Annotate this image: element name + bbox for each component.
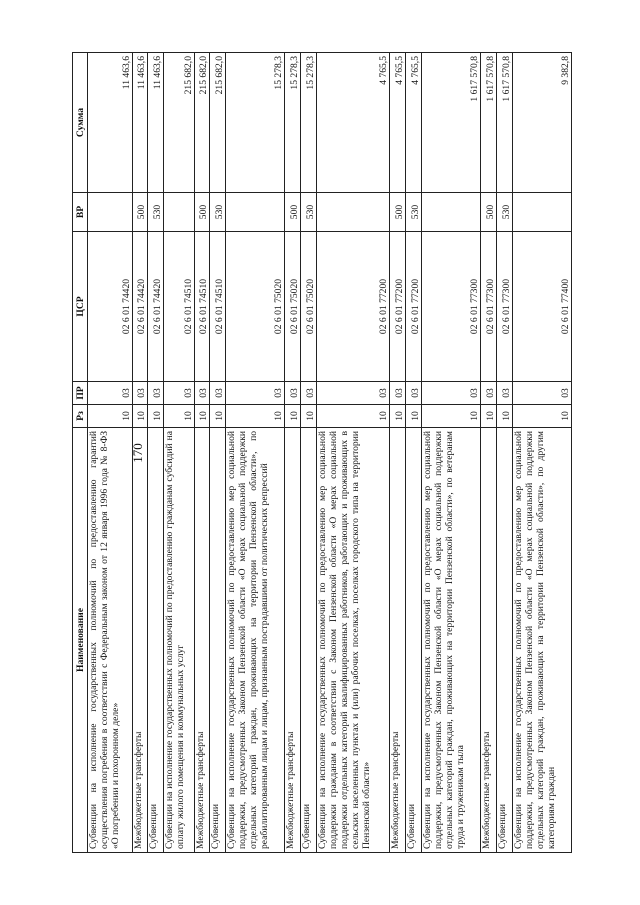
budget-table [72, 52, 572, 853]
row-vr: 530 [210, 193, 226, 232]
page-number: 170 [130, 443, 145, 463]
table-row [88, 53, 133, 853]
row-rz: 10 [132, 405, 148, 428]
row-pr: 03 [512, 382, 571, 405]
row-pr: 03 [132, 382, 148, 405]
table-row [406, 53, 422, 853]
row-csr: 02 6 01 77300 [496, 232, 512, 382]
row-csr: 02 6 01 77300 [481, 232, 497, 382]
row-pr: 03 [406, 382, 422, 405]
row-pr: 03 [194, 382, 210, 405]
row-sum: 215 682,0 [164, 53, 194, 193]
row-name: Субвенции на исполнение государственных полномочий по предоставлению мер социальной поддержки, предусмотренных Законом Пензенской области «О мерах социальной поддержки отдельных категорий граждан, проживающих на территории Пензенской области», по другим категориям граждан [512, 428, 571, 853]
row-sum: 4 765,5 [316, 53, 390, 193]
row-pr: 03 [285, 382, 301, 405]
row-name: Субвенции на исполнение государственных полномочий по предоставлению мер социальной поддержки, предусмотренных Законом Пензенской области «О мерах социальной поддержки отдельных категорий граждан, проживающих на территории Пензенской области», по ветеранам труда и труженикам тыла [422, 428, 481, 853]
row-name: Субвенции [496, 428, 512, 853]
row-name: Межбюджетные трансферты [132, 428, 148, 853]
row-pr: 03 [390, 382, 406, 405]
row-name: Межбюджетные трансферты [194, 428, 210, 853]
row-rz: 10 [88, 405, 133, 428]
row-sum: 15 278,3 [226, 53, 285, 193]
row-rz: 10 [285, 405, 301, 428]
row-vr: 530 [496, 193, 512, 232]
table-header-row [73, 53, 88, 853]
row-sum: 4 765,5 [406, 53, 422, 193]
row-rz: 10 [422, 405, 481, 428]
row-csr: 02 6 01 74510 [210, 232, 226, 382]
row-name: Субвенции на исполнение государственных полномочий по предоставлению гражданам субсидий на оплату жилого помещения и коммунальных услуг [164, 428, 194, 853]
row-csr: 02 6 01 74420 [132, 232, 148, 382]
row-name: Межбюджетные трансферты [390, 428, 406, 853]
row-sum: 4 765,5 [390, 53, 406, 193]
header-vr: ВР [73, 193, 88, 232]
row-rz: 10 [226, 405, 285, 428]
row-vr: 530 [301, 193, 317, 232]
row-vr: 530 [148, 193, 164, 232]
row-sum: 11 463,6 [88, 53, 133, 193]
row-vr [422, 193, 481, 232]
table-body [88, 53, 572, 853]
row-rz: 10 [164, 405, 194, 428]
table-row [301, 53, 317, 853]
row-rz: 10 [390, 405, 406, 428]
row-csr: 02 6 01 75020 [226, 232, 285, 382]
row-name: Межбюджетные трансферты [481, 428, 497, 853]
row-csr: 02 6 01 77400 [512, 232, 571, 382]
row-vr: 500 [132, 193, 148, 232]
row-rz: 10 [194, 405, 210, 428]
row-csr: 02 6 01 77200 [316, 232, 390, 382]
row-name: Субвенции [210, 428, 226, 853]
row-pr: 03 [422, 382, 481, 405]
row-sum: 1 617 570,8 [422, 53, 481, 193]
row-vr: 500 [481, 193, 497, 232]
row-sum: 11 463,6 [148, 53, 164, 193]
header-name: Наименование [73, 428, 88, 853]
table-row [210, 53, 226, 853]
row-csr: 02 6 01 74420 [148, 232, 164, 382]
row-rz: 10 [148, 405, 164, 428]
row-pr: 03 [164, 382, 194, 405]
table-row [422, 53, 481, 853]
row-sum: 15 278,3 [301, 53, 317, 193]
row-sum: 1 617 570,8 [496, 53, 512, 193]
table-row [496, 53, 512, 853]
row-sum: 11 463,6 [132, 53, 148, 193]
row-name: Субвенции [148, 428, 164, 853]
row-sum: 215 682,0 [194, 53, 210, 193]
row-vr [164, 193, 194, 232]
row-name: Субвенции [406, 428, 422, 853]
table-row [194, 53, 210, 853]
row-vr: 500 [285, 193, 301, 232]
table-row [390, 53, 406, 853]
row-csr: 02 6 01 74510 [194, 232, 210, 382]
header-pr: ПР [73, 382, 88, 405]
row-pr: 03 [148, 382, 164, 405]
row-pr: 03 [210, 382, 226, 405]
header-rz: Рз [73, 405, 88, 428]
row-pr: 03 [301, 382, 317, 405]
row-csr: 02 6 01 75020 [285, 232, 301, 382]
table-row [148, 53, 164, 853]
row-pr: 03 [481, 382, 497, 405]
row-csr: 02 6 01 77200 [390, 232, 406, 382]
row-csr: 02 6 01 75020 [301, 232, 317, 382]
row-rz: 10 [316, 405, 390, 428]
row-sum: 215 682,0 [210, 53, 226, 193]
row-pr: 03 [316, 382, 390, 405]
row-vr: 500 [194, 193, 210, 232]
row-name: Межбюджетные трансферты [285, 428, 301, 853]
row-csr: 02 6 01 74510 [164, 232, 194, 382]
header-csr: ЦСР [73, 232, 88, 382]
row-pr: 03 [226, 382, 285, 405]
table-row [481, 53, 497, 853]
row-vr [226, 193, 285, 232]
row-rz: 10 [512, 405, 571, 428]
row-vr [88, 193, 133, 232]
table-row [512, 53, 571, 853]
table-row [164, 53, 194, 853]
row-sum: 1 617 570,8 [481, 53, 497, 193]
row-pr: 03 [88, 382, 133, 405]
row-name: Субвенции на исполнение государственных полномочий по предоставлению мер социальной поддержки гражданам в соответствии с Законом Пензенской области «О мерах социальной поддержки отдельных категорий квалифицированных работников, работающих и проживающих в сельских населенных пунктах и (или) рабочих поселках, поселках городского типа на территории Пензенской области» [316, 428, 390, 853]
row-vr [316, 193, 390, 232]
row-rz: 10 [406, 405, 422, 428]
row-sum: 15 278,3 [285, 53, 301, 193]
row-csr: 02 6 01 77300 [422, 232, 481, 382]
row-csr: 02 6 01 74420 [88, 232, 133, 382]
row-pr: 03 [496, 382, 512, 405]
table-row [285, 53, 301, 853]
rotated-table-wrapper [72, 53, 572, 853]
row-name: Субвенции на исполнение государственных полномочий по предоставлению гарантий осуществления погребения в соответствии с Федеральным законом от 12 января 1996 года № 8-ФЗ «О погребении и похоронном деле» [88, 428, 133, 853]
row-vr [512, 193, 571, 232]
row-name: Субвенции на исполнение государственных полномочий по предоставлению мер социальной поддержки, предусмотренных Законом Пензенской области «О мерах социальной поддержки отдельных категорий граждан, проживающих на территории Пензенской области», по реабилитированным лицам и лицам, признанным пострадавшими от политических репрессий [226, 428, 285, 853]
table-row [226, 53, 285, 853]
table-row [316, 53, 390, 853]
header-sum: Сумма [73, 53, 88, 193]
row-name: Субвенции [301, 428, 317, 853]
row-vr: 500 [390, 193, 406, 232]
row-sum: 9 382,8 [512, 53, 571, 193]
row-rz: 10 [496, 405, 512, 428]
table-row [132, 53, 148, 853]
row-csr: 02 6 01 77200 [406, 232, 422, 382]
row-rz: 10 [481, 405, 497, 428]
row-rz: 10 [301, 405, 317, 428]
row-rz: 10 [210, 405, 226, 428]
row-vr: 530 [406, 193, 422, 232]
